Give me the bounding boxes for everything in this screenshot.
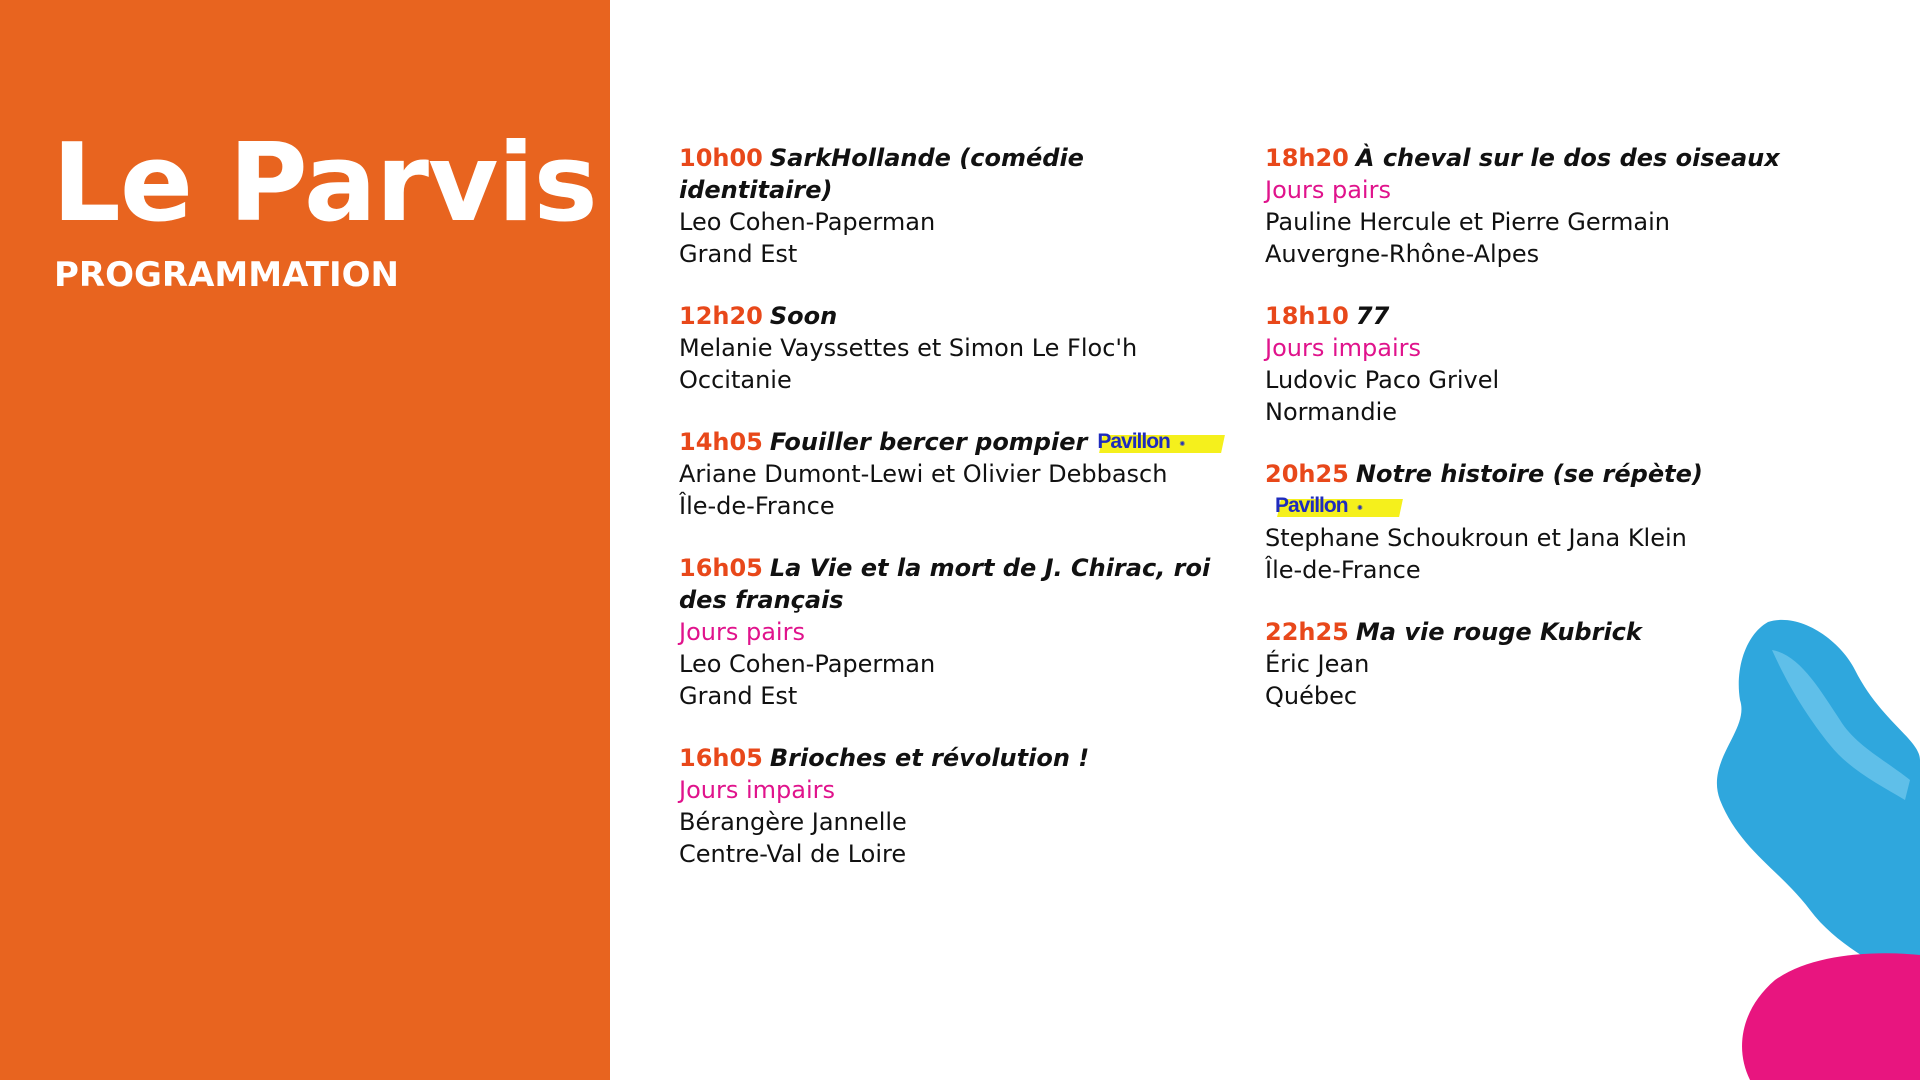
entry-days: Jours pairs	[679, 618, 805, 646]
entry-artist: Leo Cohen-Paperman	[679, 208, 936, 236]
entry-region: Normandie	[1265, 398, 1398, 426]
entry-title: 77	[1355, 302, 1390, 330]
entry-heading	[679, 300, 1239, 332]
entry-heading	[679, 742, 1239, 774]
entry-region: Québec	[1265, 682, 1358, 710]
schedule-entry	[679, 142, 1239, 270]
pink-paint-stroke	[1742, 953, 1920, 1080]
entry-artist: Ariane Dumont-Lewi et Olivier Debbasch	[679, 460, 1168, 488]
entry-time: 20h25	[1265, 460, 1349, 488]
schedule-entry	[679, 552, 1239, 712]
badge-mark-icon: ✺	[1179, 440, 1186, 448]
badge-word: Pavillon	[1275, 494, 1348, 517]
entry-time: 16h05	[679, 554, 763, 582]
schedule-entry	[1265, 142, 1825, 270]
entry-heading	[679, 552, 1239, 616]
entry-region: Occitanie	[679, 366, 792, 394]
entry-time: 18h20	[1265, 144, 1349, 172]
entry-title: La Vie et la mort de J. Chirac, roi des français	[679, 554, 1211, 614]
entry-time: 12h20	[679, 302, 763, 330]
entry-region: Auvergne-Rhône-Alpes	[1265, 240, 1540, 268]
entry-heading	[1265, 458, 1825, 522]
entry-days: Jours impairs	[1265, 334, 1421, 362]
left-panel	[0, 0, 610, 1080]
schedule-entry	[1265, 300, 1825, 428]
entry-title: À cheval sur le dos des oiseaux	[1355, 144, 1780, 172]
page-subtitle: PROGRAMMATION	[54, 255, 399, 295]
entry-artist: Melanie Vayssettes et Simon Le Floc'h	[679, 334, 1138, 362]
badge-word: Pavillon	[1097, 430, 1170, 453]
schedule-entry	[679, 426, 1239, 522]
schedule-entry	[679, 742, 1239, 870]
entry-region: Île-de-France	[1265, 556, 1421, 584]
schedule-column-left	[679, 142, 1239, 900]
paint-stroke-decoration	[1680, 610, 1920, 1080]
entry-artist: Bérangère Jannelle	[679, 808, 907, 836]
entry-artist: Leo Cohen-Paperman	[679, 650, 936, 678]
page-title: Le Parvis	[52, 121, 597, 246]
badge-mark-icon: ✺	[1357, 504, 1363, 512]
schedule-entry	[679, 300, 1239, 396]
entry-artist: Ludovic Paco Grivel	[1265, 366, 1500, 394]
entry-title: SarkHollande (comédie identitaire)	[679, 144, 1084, 204]
entry-artist: Éric Jean	[1265, 650, 1370, 678]
entry-artist: Pauline Hercule et Pierre Germain	[1265, 208, 1671, 236]
entry-region: Centre-Val de Loire	[679, 840, 907, 868]
pavillon-logo-icon	[1097, 429, 1225, 457]
entry-artist: Stephane Schoukroun et Jana Klein	[1265, 524, 1687, 552]
entry-time: 18h10	[1265, 302, 1349, 330]
entry-time: 14h05	[679, 428, 763, 456]
entry-title: Brioches et révolution !	[769, 744, 1090, 772]
entry-heading	[1265, 142, 1825, 174]
entry-heading	[679, 426, 1239, 458]
entry-title: Notre histoire (se répète)	[1355, 460, 1703, 488]
entry-time: 22h25	[1265, 618, 1349, 646]
entry-region: Grand Est	[679, 682, 798, 710]
entry-region: Grand Est	[679, 240, 798, 268]
blue-paint-stroke	[1717, 620, 1920, 990]
entry-title: Soon	[769, 302, 838, 330]
entry-days: Jours impairs	[679, 776, 835, 804]
entry-region: Île-de-France	[679, 492, 835, 520]
entry-title: Ma vie rouge Kubrick	[1355, 618, 1642, 646]
entry-time: 10h00	[679, 144, 763, 172]
entry-heading	[1265, 300, 1825, 332]
entry-time: 16h05	[679, 744, 763, 772]
schedule-entry	[1265, 458, 1825, 586]
entry-days: Jours pairs	[1265, 176, 1391, 204]
pavillon-logo-icon	[1275, 493, 1403, 521]
entry-heading	[679, 142, 1239, 206]
entry-title: Fouiller bercer pompier	[769, 428, 1088, 456]
